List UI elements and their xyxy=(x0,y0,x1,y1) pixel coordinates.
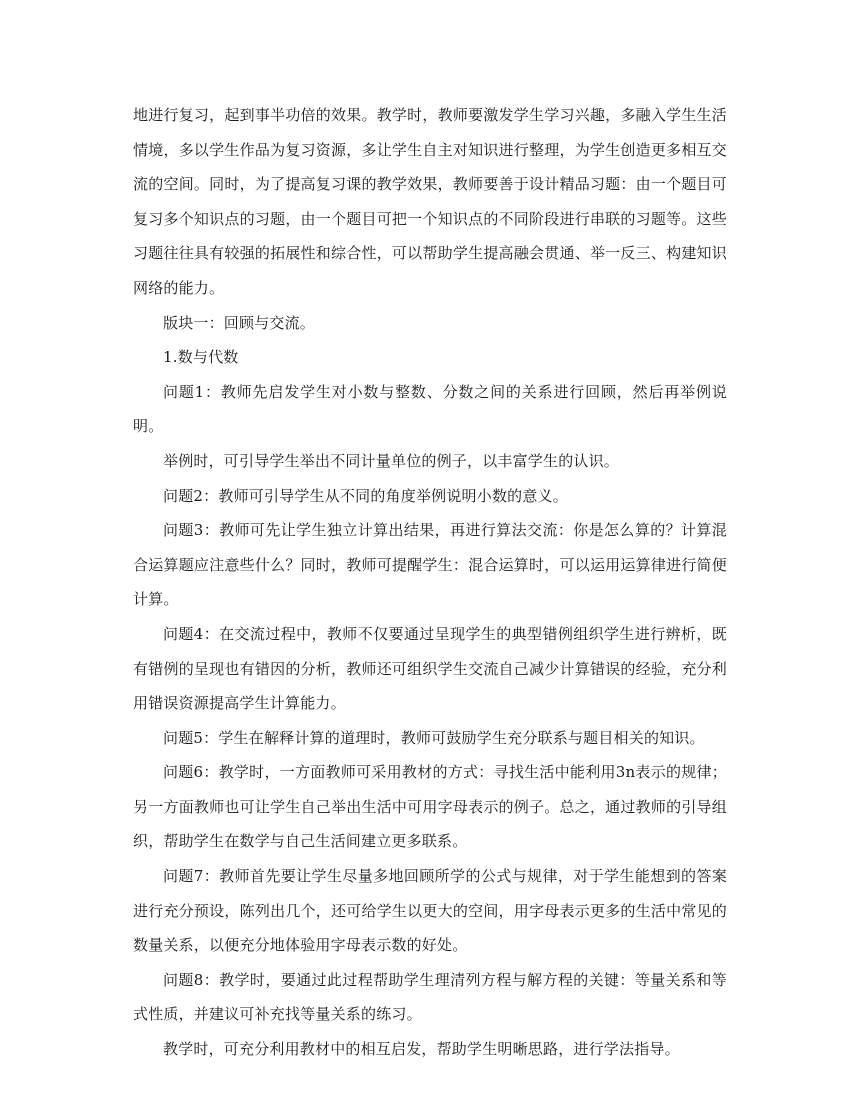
paragraph-question-4: 问题4：在交流过程中，教师不仅要通过呈现学生的典型错例组织学生进行辨析，既有错例的呈现也有错因的分析，教师还可组织学生交流自己减少计算错误的经验，充分利用错误资源提高学生计算能力。 xyxy=(133,624,727,713)
paragraph-question-1: 问题1：教师先启发学生对小数与整数、分数之间的关系进行回顾，然后再举例说明。 xyxy=(133,382,727,436)
paragraph-question-7: 问题7：教师首先要让学生尽量多地回顾所学的公式与规律，对于学生能想到的答案进行充分预设，陈列出几个，还可给学生以更大的空间，用字母表示更多的生活中常见的数量关系，以便充分地体验用字母表示数的好处。 xyxy=(133,867,727,955)
paragraph-question-5: 问题5：学生在解释计算的道理时，教师可鼓励学生充分联系与题目相关的知识。 xyxy=(163,728,705,747)
paragraph-question-6: 问题6：教学时，一方面教师可采用教材的方式：寻找生活中能利用3n表示的规律；另一方面教师也可让学生自己举出生活中可用字母表示的例子。总之，通过教师的引导组织，帮助学生在数学与自己生活间建立更多联系。 xyxy=(133,763,727,851)
paragraph-section-one: 版块一：回顾与交流。 xyxy=(163,313,316,332)
paragraph-example-note: 举例时，可引导学生举出不同计量单位的例子，以丰富学生的认识。 xyxy=(163,451,620,470)
paragraph-question-8: 问题8：教学时，要通过此过程帮助学生理清列方程与解方程的关键：等量关系和等式性质，并建议可补充找等量关系的练习。 xyxy=(133,970,727,1024)
document-page xyxy=(133,98,727,1067)
paragraph-number-algebra: 1.数与代数 xyxy=(163,348,239,367)
paragraph-review-intro: 地进行复习，起到事半功倍的效果。教学时，教师要激发学生学习兴趣，多融入学生生活情境，多以学生作品为复习资源，多让学生自主对知识进行整理，为学生创造更多相互交流的空间。同时，为了提高复习课的教学效果，教师要善于设计精品习题：由一个题目可复习多个知识点的习题，由一个题目可把一个知识点的不同阶段进行串联的习题等。这些习题往往具有较强的拓展性和综合性，可以帮助学生提高融会贯通、举一反三、构建知识网络的能力。 xyxy=(133,106,727,297)
paragraph-question-3: 问题3：教师可先让学生独立计算出结果，再进行算法交流：你是怎么算的？计算混合运算题应注意些什么？同时，教师可提醒学生：混合运算时，可以运用运算律进行简便计算。 xyxy=(133,521,727,609)
paragraph-question-2: 问题2：教师可引导学生从不同的角度举例说明小数的意义。 xyxy=(163,486,568,505)
paragraph-teaching-note: 教学时，可充分利用教材中的相互启发，帮助学生明晰思路，进行学法指导。 xyxy=(163,1040,680,1059)
